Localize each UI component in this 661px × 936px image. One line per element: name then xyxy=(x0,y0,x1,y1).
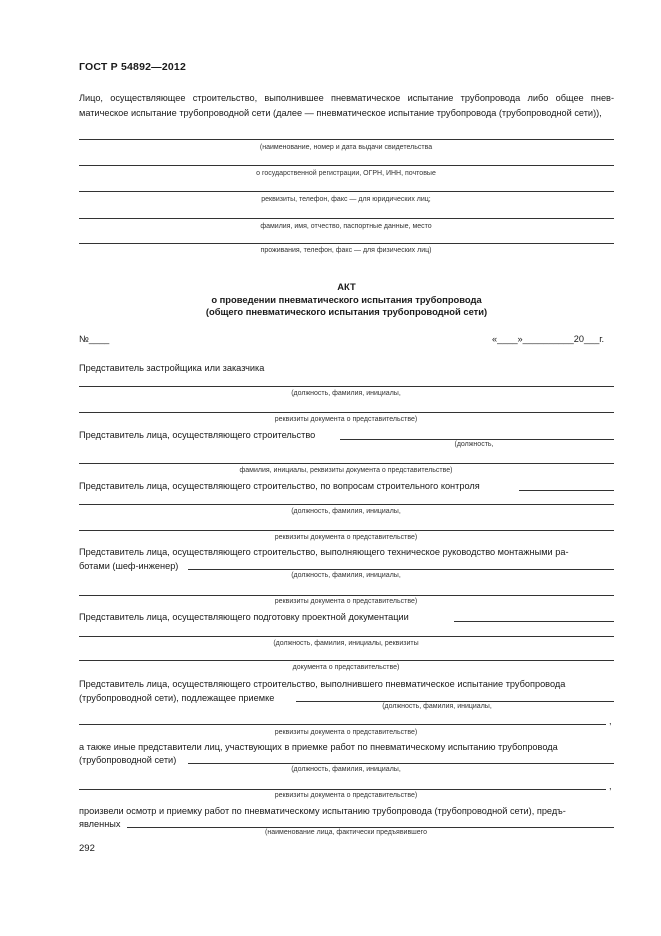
field-caption: документа о представительстве) xyxy=(292,664,400,671)
fill-line[interactable] xyxy=(79,412,614,413)
builder-representative-label: Представитель лица, осуществляющего строительство xyxy=(79,430,316,440)
tester-representative-text: Представитель лица, осуществляющего строительство, выполнившего пневматическое испытание трубопровода xyxy=(79,679,566,689)
fill-line[interactable] xyxy=(296,701,614,702)
act-title: АКТ xyxy=(337,281,356,292)
field-caption: (должность, фамилия, инициалы, xyxy=(291,390,401,397)
act-number-field[interactable]: №____ xyxy=(79,334,110,344)
field-caption: реквизиты документа о представительстве) xyxy=(274,729,418,736)
inspection-text: произвели осмотр и приемку работ по пневматическому испытанию трубопровода (трубопроводной сети), предъ- xyxy=(79,806,566,816)
line-comma: , xyxy=(609,716,612,726)
act-date-field[interactable]: «____»__________20___г. xyxy=(492,334,605,344)
field-caption: реквизиты документа о представительстве) xyxy=(274,598,418,605)
fill-line[interactable] xyxy=(79,789,606,790)
fill-line[interactable] xyxy=(79,724,606,725)
fill-line[interactable] xyxy=(454,621,614,622)
developer-representative-label: Представитель застройщика или заказчика xyxy=(79,363,265,373)
chief-engineer-representative-text-2: ботами (шеф-инженер) xyxy=(79,561,179,571)
field-caption: реквизиты документа о представительстве) xyxy=(274,416,418,423)
field-caption: о государственной регистрации, ОГРН, ИНН, почтовые xyxy=(256,170,436,177)
fill-line[interactable] xyxy=(79,595,614,596)
act-subtitle: о проведении пневматического испытания трубопровода xyxy=(211,294,482,305)
fill-line[interactable] xyxy=(79,660,614,661)
field-caption: проживания, телефон, факс — для физических лиц) xyxy=(260,247,432,254)
fill-line[interactable] xyxy=(519,490,614,491)
field-caption: фамилия, имя, отчество, паспортные данные, место xyxy=(260,223,432,230)
design-representative-label: Представитель лица, осуществляющего подготовку проектной документации xyxy=(79,612,409,622)
fill-line[interactable] xyxy=(79,243,614,244)
fill-line[interactable] xyxy=(79,139,614,140)
field-caption: (наименование лица, фактически предъявившего xyxy=(265,829,427,836)
fill-line[interactable] xyxy=(127,827,614,828)
field-caption: фамилия, инициалы, реквизиты документа о представительстве) xyxy=(239,467,453,474)
field-caption: реквизиты, телефон, факс — для юридических лиц; xyxy=(261,196,431,203)
field-caption: (должность, фамилия, инициалы, реквизиты xyxy=(273,640,419,647)
standard-header: ГОСТ Р 54892—2012 xyxy=(79,61,187,73)
other-representatives-text-2: (трубопроводной сети) xyxy=(79,755,177,765)
field-caption: (наименование, номер и дата выдачи свидетельства xyxy=(259,144,433,151)
fill-line[interactable] xyxy=(79,386,614,387)
field-caption: (должность, фамилия, инициалы, xyxy=(291,508,401,515)
fill-line[interactable] xyxy=(188,763,614,764)
fill-line[interactable] xyxy=(79,504,614,505)
chief-engineer-representative-text: Представитель лица, осуществляющего строительство, выполняющего техническое руководство монтажными ра- xyxy=(79,547,569,557)
page-number: 292 xyxy=(79,843,95,854)
act-subtitle-2: (общего пневматического испытания трубопроводной сети) xyxy=(205,306,488,317)
field-caption: (должность, xyxy=(454,441,494,448)
fill-line[interactable] xyxy=(79,218,614,219)
field-caption: реквизиты документа о представительстве) xyxy=(274,534,418,541)
fill-line[interactable] xyxy=(79,191,614,192)
construction-control-representative-label: Представитель лица, осуществляющего строительство, по вопросам строительного контроля xyxy=(79,481,480,491)
field-caption: (должность, фамилия, инициалы, xyxy=(291,572,401,579)
field-caption: реквизиты документа о представительстве) xyxy=(274,792,418,799)
fill-line[interactable] xyxy=(188,569,614,570)
tester-representative-text-2: (трубопроводной сети), подлежащее приемке xyxy=(79,693,275,703)
fill-line[interactable] xyxy=(79,636,614,637)
inspection-text-2: явленных xyxy=(79,819,121,829)
fill-line[interactable] xyxy=(79,463,614,464)
field-caption: (должность, фамилия, инициалы, xyxy=(382,703,492,710)
fill-line[interactable] xyxy=(79,530,614,531)
other-representatives-text: а также иные представители лиц, участвующих в приемке работ по пневматическому испытанию трубопровода xyxy=(79,742,558,752)
fill-line[interactable] xyxy=(340,439,614,440)
line-comma: , xyxy=(609,781,612,791)
field-caption: (должность, фамилия, инициалы, xyxy=(291,766,401,773)
intro-paragraph: Лицо, осуществляющее строительство, выполнившее пневматическое испытание трубопровода либо общее пнев-матическое испытание трубопроводной сети (далее — пневматическое испытание трубопровода (трубопроводной сети)), xyxy=(79,93,614,118)
fill-line[interactable] xyxy=(79,165,614,166)
